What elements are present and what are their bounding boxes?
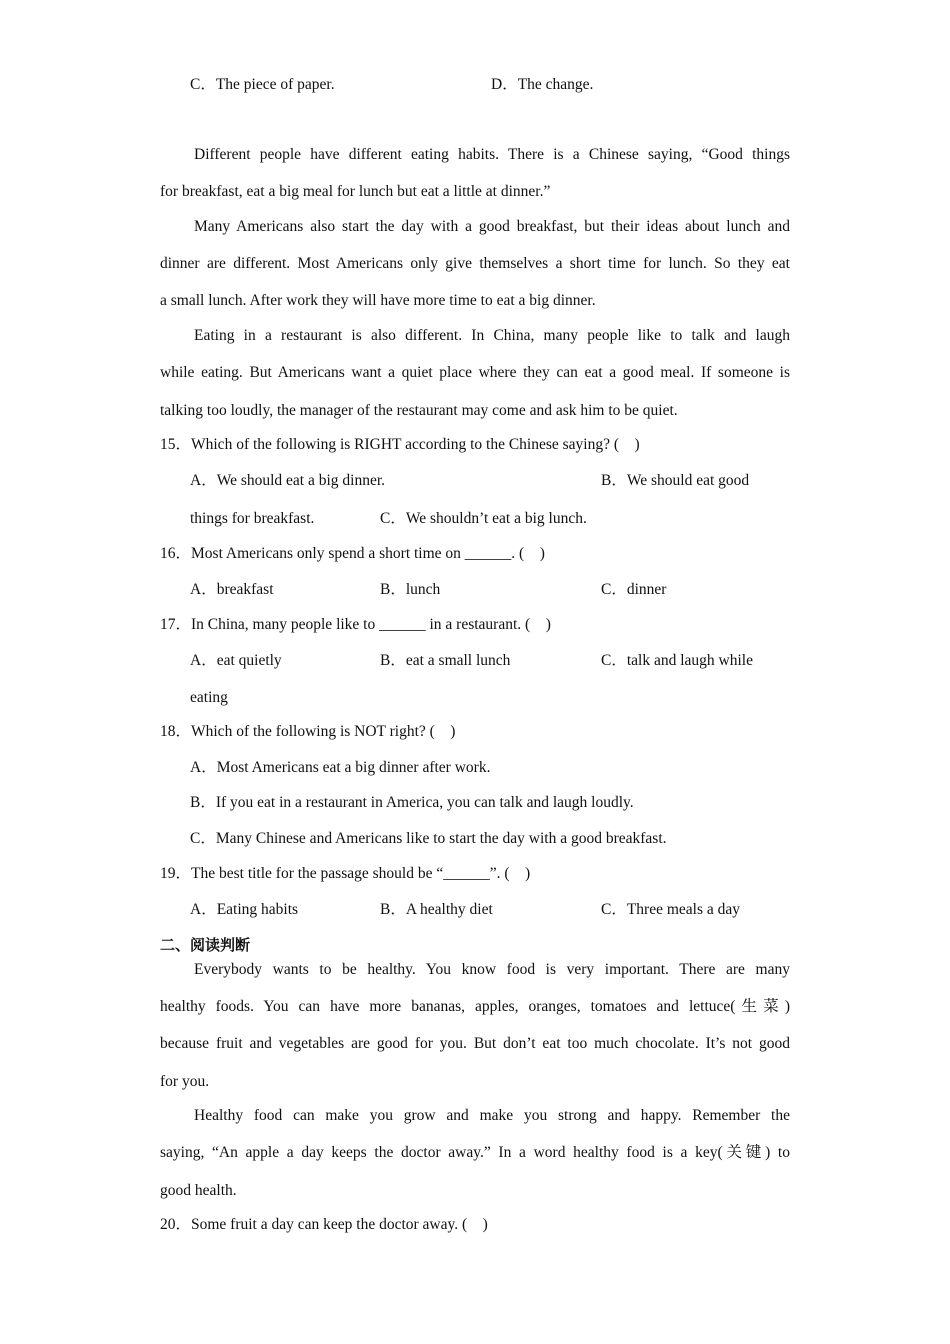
q16-option-b: B．lunch	[380, 581, 441, 598]
passage2-line: for you.	[160, 1073, 210, 1090]
passage1-line: talking too loudly, the manager of the restaurant may come and ask him to be quiet.	[160, 402, 678, 419]
passage1-line: for breakfast, eat a big meal for lunch but eat a little at dinner.”	[160, 183, 551, 200]
passage2-line: good health.	[160, 1182, 237, 1199]
q19-option-b: B．A healthy diet	[380, 901, 493, 918]
q17-option-c: C．talk and laugh while	[601, 652, 753, 669]
passage1-line: Eating in a restaurant is also different. In China, many people like to talk and laugh	[194, 327, 790, 344]
option-d-change: D．The change.	[491, 76, 594, 93]
q15-option-b-cont: things for breakfast.	[190, 510, 315, 527]
q15-option-c: C．We shouldn’t eat a big lunch.	[380, 510, 587, 527]
passage1-line: a small lunch. After work they will have more time to eat a big dinner.	[160, 292, 596, 309]
passage1-line: Different people have different eating habits. There is a Chinese saying, “Good things	[194, 146, 790, 163]
q15-option-a: A．We should eat a big dinner.	[190, 472, 386, 489]
option-c-paper: C．The piece of paper.	[190, 76, 335, 93]
passage2-line: healthy foods. You can have more bananas, apples, oranges, tomatoes and lettuce(生菜)	[160, 998, 790, 1015]
passage1-line: dinner are different. Most Americans only give themselves a short time for lunch. So they eat	[160, 255, 790, 272]
q19-option-c: C．Three meals a day	[601, 901, 741, 918]
passage2-line: saying, “An apple a day keeps the doctor away.” In a word healthy food is a key(关键) to	[160, 1144, 790, 1161]
q18-option-a: A．Most Americans eat a big dinner after work.	[190, 759, 491, 776]
passage1-line: while eating. But Americans want a quiet place where they can eat a good meal. If someone is	[160, 364, 790, 381]
question-20: 20．Some fruit a day can keep the doctor away. ( )	[160, 1216, 488, 1233]
q17-option-c-cont: eating	[190, 689, 228, 706]
passage2-line: Everybody wants to be healthy. You know food is very important. There are many	[194, 961, 790, 978]
passage1-line: Many Americans also start the day with a good breakfast, but their ideas about lunch and	[194, 218, 790, 235]
q17-option-a: A．eat quietly	[190, 652, 282, 669]
question-18: 18．Which of the following is NOT right? ( )	[160, 723, 456, 740]
question-17: 17．In China, many people like to ______ in a restaurant. ( )	[160, 616, 551, 633]
question-16: 16．Most Americans only spend a short time on ______. ( )	[160, 545, 545, 562]
q15-option-b: B．We should eat good	[601, 472, 750, 489]
passage2-line: because fruit and vegetables are good for you. But don’t eat too much chocolate. It’s not good	[160, 1035, 790, 1052]
q16-option-c: C．dinner	[601, 581, 667, 598]
question-19: 19．The best title for the passage should be “______”. ( )	[160, 865, 531, 882]
question-15: 15．Which of the following is RIGHT according to the Chinese saying? ( )	[160, 436, 640, 453]
q18-option-b: B．If you eat in a restaurant in America, you can talk and laugh loudly.	[190, 794, 634, 811]
passage2-line: Healthy food can make you grow and make you strong and happy. Remember the	[194, 1107, 790, 1124]
q19-option-a: A．Eating habits	[190, 901, 299, 918]
section-heading: 二、阅读判断	[160, 936, 251, 954]
q17-option-b: B．eat a small lunch	[380, 652, 511, 669]
q16-option-a: A．breakfast	[190, 581, 274, 598]
q18-option-c: C．Many Chinese and Americans like to start the day with a good breakfast.	[190, 830, 667, 847]
